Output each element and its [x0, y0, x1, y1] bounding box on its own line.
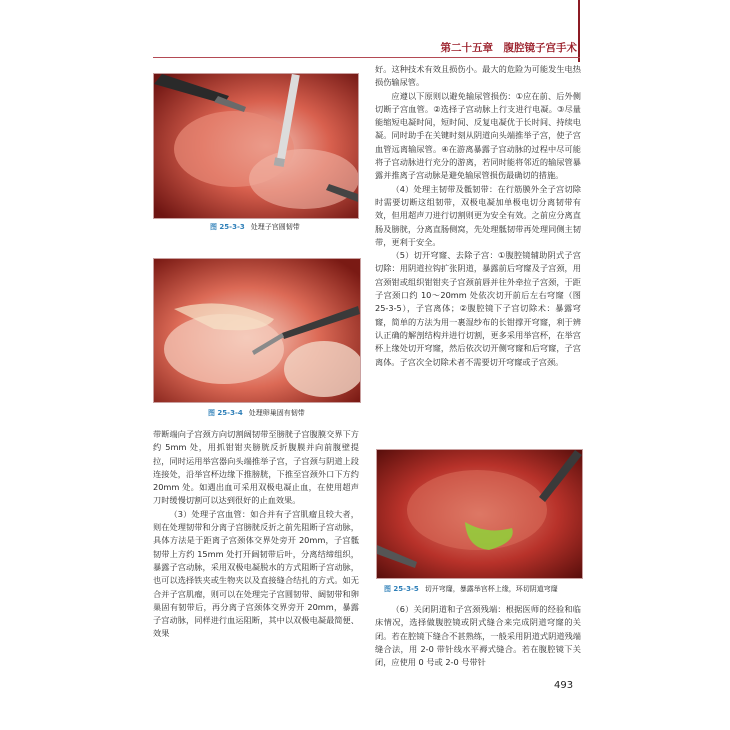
paragraph: （3）处理子宫血管：如合并有子宫肌瘤且较大者，则在处理韧带和分离子宫膀胱反折之前先阻断子宫动脉，具体方法是于距离子宫颈体交界处旁开 20mm，子宫骶韧带上方约 15mm 处打开阔韧带后叶，分离结缔组织，暴露子宫动脉，采用双极电凝脱水的方式阻断子宫动脉，也可以选择铁夹或生物夹以及直接缝合结扎的方式。如无合并子宫肌瘤，则可以在处理完子宫圆韧带、阔韧带和卵巢固有韧带后，再分离子宫颈体交界旁开 20mm，暴露子宫动脉，同样进行血运阻断，其中以双极电凝最简便、效果 [153, 508, 359, 639]
header-rule [153, 57, 580, 58]
page-number: 493 [554, 680, 574, 691]
right-bottom-text [375, 603, 581, 669]
paragraph: （5）切开穹窿、去除子宫：①腹腔镜辅助阴式子宫切除：用阴道拉钩扩张阴道，暴露前后穹窿及子宫颈，用宫颈钳或组织钳钳夹子宫颈前唇并往外牵拉子宫颈，于距子宫颈口约 10～20mm 处依次切开前后左右穹窿（图 25-3-5），子宫离体；②腹腔镜下子宫切除术：暴露穹窿，简单的方法为用一裹湿纱布的长钳撑开穹窿，利于辨认正确的解剖结构并进行切割，更多采用举宫杯，在举宫杯上缘处切开穹窿，然后依次切开侧穹窿和后穹窿，子宫离体。子宫次全切除术者不需要切开穹窿或子宫颈。 [375, 250, 581, 367]
paragraph: 应遵以下原则以避免输尿管损伤：①应在前、后外侧切断子宫血管。②选择子宫动脉上行支进行电凝。③尽量能缩短电凝时间，短时间、反复电凝优于长时间、持续电凝。同时助手在关键时刻从阴道向头端推举子宫，使子宫血管远离输尿管。④在游离暴露子宫动脉的过程中尽可能将子宫动脉进行充分的游离，若同时能将邻近的输尿管暴露并推离子宫动脉是避免输尿管损伤最确切的措施。 [375, 90, 581, 181]
figure-number: 图 25-3-5 [384, 585, 419, 593]
figure-25-3-3-caption [210, 222, 300, 232]
figure-25-3-5-photo [376, 449, 583, 579]
paragraph: 带断端向子宫颈方向切割阔韧带至膀胱子宫腹膜交界下方约 5mm 处，用抓钳钳夹膀胱反折腹膜并向前腹壁提拉，同时运用举宫器向头端推举子宫，子宫颈与阴道上段连接处，沿举宫杯边缘下推膀胱，下推至宫颈外口下方约 20mm 处。如遇出血可采用双极电凝止血，在使用超声刀时缓慢切割可以达到很好的止血效果。 [153, 429, 359, 506]
figure-caption-text: 处理子宫圆韧带 [250, 223, 300, 231]
figure-25-3-5-caption [384, 584, 558, 594]
figure-25-3-4-caption [208, 408, 305, 418]
figure-number: 图 25-3-4 [208, 409, 243, 417]
chapter-title: 第二十五章 腹腔镜子宫手术 [440, 42, 577, 54]
figure-25-3-4-photo [153, 258, 361, 403]
figure-caption-text: 处理卵巢固有韧带 [248, 409, 305, 417]
header-accent-bar [578, 0, 580, 62]
paragraph: （4）处理主韧带及骶韧带：在行筋膜外全子宫切除时需要切断这组韧带，双极电凝加单极电切分离韧带有效，但用超声刀进行切割则更为安全有效。之前应分离直肠及膀胱，分离直肠侧窝，先处理骶韧带再处理同侧主韧带，更利于安全。 [375, 183, 581, 247]
figure-caption-text: 切开穹窿，暴露举宫杯上缘，环切阴道穹窿 [424, 585, 558, 593]
right-text-column [375, 63, 581, 369]
figure-25-3-3-photo [153, 73, 359, 219]
left-text-column [153, 428, 359, 641]
paragraph: （6）关闭阴道和子宫颈残端：根据医师的经验和临床情况，选择做腹腔镜或阴式缝合来完成阴道穹窿的关闭。若在腔镜下缝合不甚熟练，一般采用阴道式阴道残端缝合法，用 2-0 带针线水平褥式缝合。若在腹腔镜下关闭，应使用 0 号或 2-0 号带针 [375, 604, 581, 668]
paragraph: 好。这种技术有效且损伤小。最大的危险为可能发生电热损伤输尿管。 [375, 64, 581, 88]
figure-number: 图 25-3-3 [210, 223, 245, 231]
